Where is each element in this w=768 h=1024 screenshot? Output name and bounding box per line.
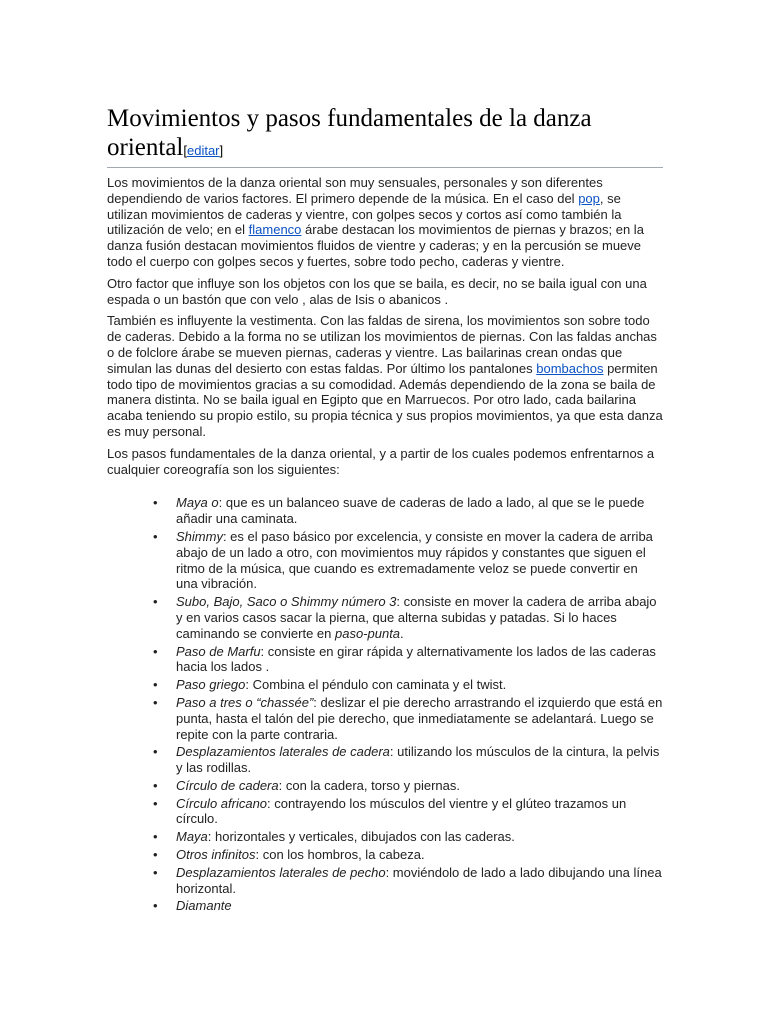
article-section bbox=[107, 104, 663, 916]
step-term-secondary: paso-punta bbox=[334, 625, 401, 641]
list-item bbox=[153, 694, 663, 742]
step-description: : consiste en mover la cadera de arriba abajo y en varios casos sacar la pierna, que alterna subidas y patadas. Si lo haces caminando se convierte en bbox=[176, 594, 657, 641]
paragraph-music: Los movimientos de la danza oriental son muy sensuales, personales y son diferentes dependiendo de varios factores. El primero depende de la música. En el caso del pop, se utilizan movimientos de caderas y vientre, con golpes secos y cortos así como también la utilización de velo; en el flamenco árabe destacan los movimientos de piernas y brazos; en la danza fusión destacan movimientos fluidos de vientre y caderas; y en la percusión se mueve todo el cuerpo con golpes secos y fuertes, sobre todo pecho, caderas y vientre. bbox=[107, 175, 644, 269]
list-item bbox=[153, 898, 663, 914]
step-term: Maya o bbox=[176, 495, 219, 511]
list-item bbox=[153, 777, 663, 794]
list-item bbox=[153, 864, 663, 897]
bullet-icon: • bbox=[153, 864, 158, 880]
step-description: : Combina el péndulo con caminata y el twist. bbox=[245, 677, 507, 693]
list-item bbox=[153, 594, 663, 641]
steps-list bbox=[107, 495, 663, 914]
step-term: Círculo de cadera bbox=[176, 777, 279, 793]
list-item bbox=[153, 643, 663, 676]
step-term: Paso griego bbox=[176, 677, 246, 693]
list-item bbox=[153, 847, 663, 863]
bullet-icon: • bbox=[153, 495, 158, 511]
step-term: Maya bbox=[176, 829, 208, 845]
paragraph-steps-intro: Los pasos fundamentales de la danza oriental, y a partir de los cuales podemos enfrentarnos a cualquier coreografía son los siguientes: bbox=[107, 445, 655, 477]
bullet-icon: • bbox=[153, 677, 158, 693]
link-pop[interactable]: pop bbox=[578, 190, 600, 206]
step-term: Desplazamientos laterales de pecho bbox=[176, 864, 386, 880]
step-term: Shimmy bbox=[176, 528, 223, 544]
step-description: : moviéndolo de lado a lado dibujando una línea horizontal. bbox=[176, 864, 662, 896]
bullet-icon: • bbox=[153, 898, 158, 914]
step-description: : con los hombros, la cabeza. bbox=[255, 847, 425, 863]
list-item bbox=[153, 744, 663, 776]
step-term: Paso a tres o “chassée” bbox=[176, 694, 314, 710]
step-description-end: . bbox=[400, 625, 404, 641]
edit-link[interactable]: editar bbox=[186, 143, 220, 158]
step-term: Paso de Marfu bbox=[176, 643, 261, 659]
bullet-icon: • bbox=[153, 744, 158, 760]
link-flamenco[interactable]: flamenco bbox=[248, 222, 302, 238]
bullet-icon: • bbox=[153, 829, 158, 845]
edit-section: [editar] bbox=[183, 143, 224, 158]
paragraph-objects: Otro factor que influye son los objetos con los que se baila, es decir, no se baila igual con una espada o un bastón que con velo , alas de Isis o abanicos . bbox=[107, 275, 647, 307]
paragraph-clothing: También es influyente la vestimenta. Con las faldas de sirena, los movimientos son sobre todo de caderas. Debido a la forma no se utilizan los movimientos de piernas. Con las faldas anchas o de folclore árabe se mueven piernas, caderas y vientre. Las bailarinas crean ondas que simulan las dunas del desierto con estas faldas. Por último los pantalones bombachos permiten todo tipo de movimientos gracias a su comodidad. Además dependiendo de la zona se baila de manera distinta. No se baila igual en Egipto que en Marruecos. Por otro lado, cada bailarina acaba teniendo su propio estilo, su propia técnica y sus propios movimientos, ya que esta danza es muy personal. bbox=[107, 313, 663, 439]
bullet-icon: • bbox=[153, 795, 158, 811]
step-term: Diamante bbox=[176, 898, 232, 914]
section-heading bbox=[107, 104, 663, 168]
bullet-icon: • bbox=[153, 694, 158, 710]
list-item bbox=[153, 495, 663, 527]
step-description: : horizontales y verticales, dibujados con las caderas. bbox=[207, 829, 515, 845]
section-title: Movimientos y pasos fundamentales de la danza oriental bbox=[107, 105, 592, 161]
step-term: Subo, Bajo, Saco o Shimmy número 3 bbox=[176, 594, 397, 610]
step-description: : consiste en girar rápida y alternativamente los lados de las caderas hacia los lados . bbox=[176, 643, 656, 675]
step-term: Círculo africano bbox=[176, 795, 268, 811]
list-item bbox=[153, 795, 663, 828]
step-description: : con la cadera, torso y piernas. bbox=[278, 777, 460, 793]
list-item bbox=[153, 528, 663, 592]
link-bombachos[interactable]: bombachos bbox=[536, 360, 604, 376]
step-term: Desplazamientos laterales de cadera bbox=[176, 744, 390, 760]
list-item bbox=[153, 829, 663, 845]
step-description: : utilizando los músculos de la cintura, la pelvis y las rodillas. bbox=[176, 744, 660, 776]
step-description: : contrayendo los músculos del vientre y el glúteo trazamos un círculo. bbox=[176, 795, 627, 827]
step-description: : es el paso básico por excelencia, y consiste en mover la cadera de arriba abajo de un lado a otro, con movimientos muy rápidos y constantes que siguen el ritmo de la música, que cuando es extremadamente veloz se puede convertir en una vibración. bbox=[176, 528, 653, 592]
bullet-icon: • bbox=[153, 594, 158, 610]
bullet-icon: • bbox=[153, 528, 158, 544]
bullet-icon: • bbox=[153, 777, 158, 793]
list-item bbox=[153, 677, 663, 693]
step-description: : deslizar el pie derecho arrastrando el izquierdo que está en punta, hasta el talón del pie derecho, que inmediatamente se adelantará. Luego se repite con la parte contraria. bbox=[176, 694, 663, 742]
step-description: : que es un balanceo suave de caderas de lado a lado, al que se le puede añadir una caminata. bbox=[176, 495, 645, 527]
bullet-icon: • bbox=[153, 847, 158, 863]
bullet-icon: • bbox=[153, 643, 158, 659]
step-term: Otros infinitos bbox=[176, 847, 256, 863]
